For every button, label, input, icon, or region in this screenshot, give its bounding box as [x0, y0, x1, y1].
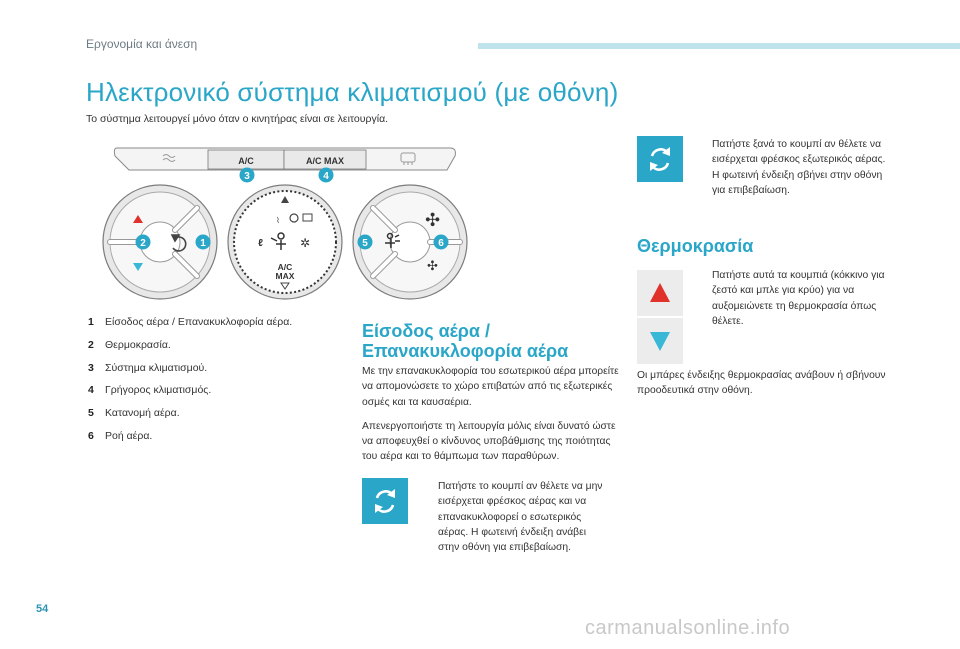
- left-dial: [103, 185, 217, 299]
- callout-2: 2: [140, 238, 146, 249]
- callout-5: 5: [362, 238, 368, 249]
- temp-cold-button: [637, 318, 683, 364]
- ac-button-label: A/C: [238, 156, 254, 166]
- page-title: Ηλεκτρονικό σύστημα κλιματισμού (με οθόνη): [86, 77, 619, 107]
- air-intake-heading-2: Επανακυκλοφορία αέρα: [362, 341, 569, 361]
- triangle-down-icon: [637, 318, 683, 364]
- temperature-note: Οι μπάρες ένδειξης θερμοκρασίας ανάβουν ή σβήνουν προοδευτικά στην οθόνη.: [637, 370, 886, 397]
- section-header: Εργονομία και άνεση: [86, 37, 198, 51]
- watermark: carmanualsonline.info: [585, 617, 791, 639]
- header-rule: [478, 43, 960, 49]
- display-fan-icon: ✲: [300, 236, 311, 250]
- callout-1: 1: [200, 238, 206, 249]
- display-max-label: MAX: [275, 271, 295, 281]
- legend-item: 1 Είσοδος αέρα / Επανακυκλοφορία αέρα.: [88, 316, 293, 328]
- acmax-button-label: A/C MAX: [306, 156, 344, 166]
- legend-item: 6 Ροή αέρα.: [88, 429, 153, 442]
- legend-item: 2 Θερμοκρασία.: [88, 338, 171, 351]
- center-display: [228, 185, 342, 299]
- callout-4: 4: [323, 171, 329, 182]
- legend-item: 3 Σύστημα κλιματισμού.: [88, 361, 208, 374]
- fan-high-icon: ✣: [425, 210, 441, 231]
- fresh-air-bullet: Πατήστε ξανά το κουμπί αν θέλετε να εισέρχεται φρέσκος εξωτερικός αέρας. Η φωτεινή ένδειξη σβήνει στην οθόνη για επιβεβαίωση.: [712, 139, 886, 196]
- temperature-bullet: Πατήστε αυτά τα κουμπιά (κόκκινο για ζεστό και μπλε για κρύο) για να αυξομειώνετε τη θερμοκρασία όπως θέλετε.: [712, 270, 885, 327]
- intro-text: Το σύστημα λειτουργεί μόνο όταν ο κινητήρας είναι σε λειτουργία.: [86, 113, 389, 125]
- legend-item: 5 Κατανομή αέρα.: [88, 407, 180, 420]
- temperature-heading: Θερμοκρασία: [637, 236, 754, 256]
- right-dial: [353, 185, 467, 299]
- legend-item: 4 Γρήγορος κλιματισμός.: [88, 384, 212, 397]
- air-intake-heading-1: Είσοδος αέρα /: [362, 321, 490, 341]
- fan-low-icon: ✣: [427, 259, 438, 274]
- svg-text:ℓ: ℓ: [258, 238, 263, 249]
- svg-text:⌇: ⌇: [276, 216, 280, 225]
- climate-panel-illustration: [95, 140, 475, 300]
- recirculation-icon: [362, 478, 408, 524]
- air-intake-section: [362, 321, 624, 465]
- recirculation-on-button: [362, 478, 408, 524]
- callout-6: 6: [438, 238, 444, 249]
- air-intake-bullet: Πατήστε το κουμπί αν θέλετε να μην εισέρχεται φρέσκος αέρας και να επανακυκλοφορεί ο εσωτερικός αέρας. Η φωτεινή ένδειξη ανάβει στην οθόνη για επιβεβαίωση.: [438, 481, 603, 554]
- recirculation-icon: [637, 136, 683, 182]
- legend-list: [88, 316, 348, 453]
- recirculation-off-button: [637, 136, 683, 182]
- callout-3: 3: [244, 171, 250, 182]
- display-ac-label: A/C: [277, 262, 293, 272]
- triangle-up-icon: [637, 270, 683, 316]
- page-number: 54: [36, 603, 49, 615]
- air-intake-paragraph-2: Απενεργοποιήστε τη λειτουργία μόλις είναι δυνατό ώστε να αποφευχθεί ο κίνδυνος υποβάθμισης της ποιότητας του αέρα και το θάμπωμα των παραθύρων.: [362, 420, 616, 463]
- temp-hot-button: [637, 270, 683, 316]
- air-intake-paragraph-1: Με την επανακυκλοφορία του εσωτερικού αέρα μπορείτε να απομονώσετε το χώρο επιβατών από τις εξωτερικές οσμές και τα καυσαέρια.: [362, 366, 619, 408]
